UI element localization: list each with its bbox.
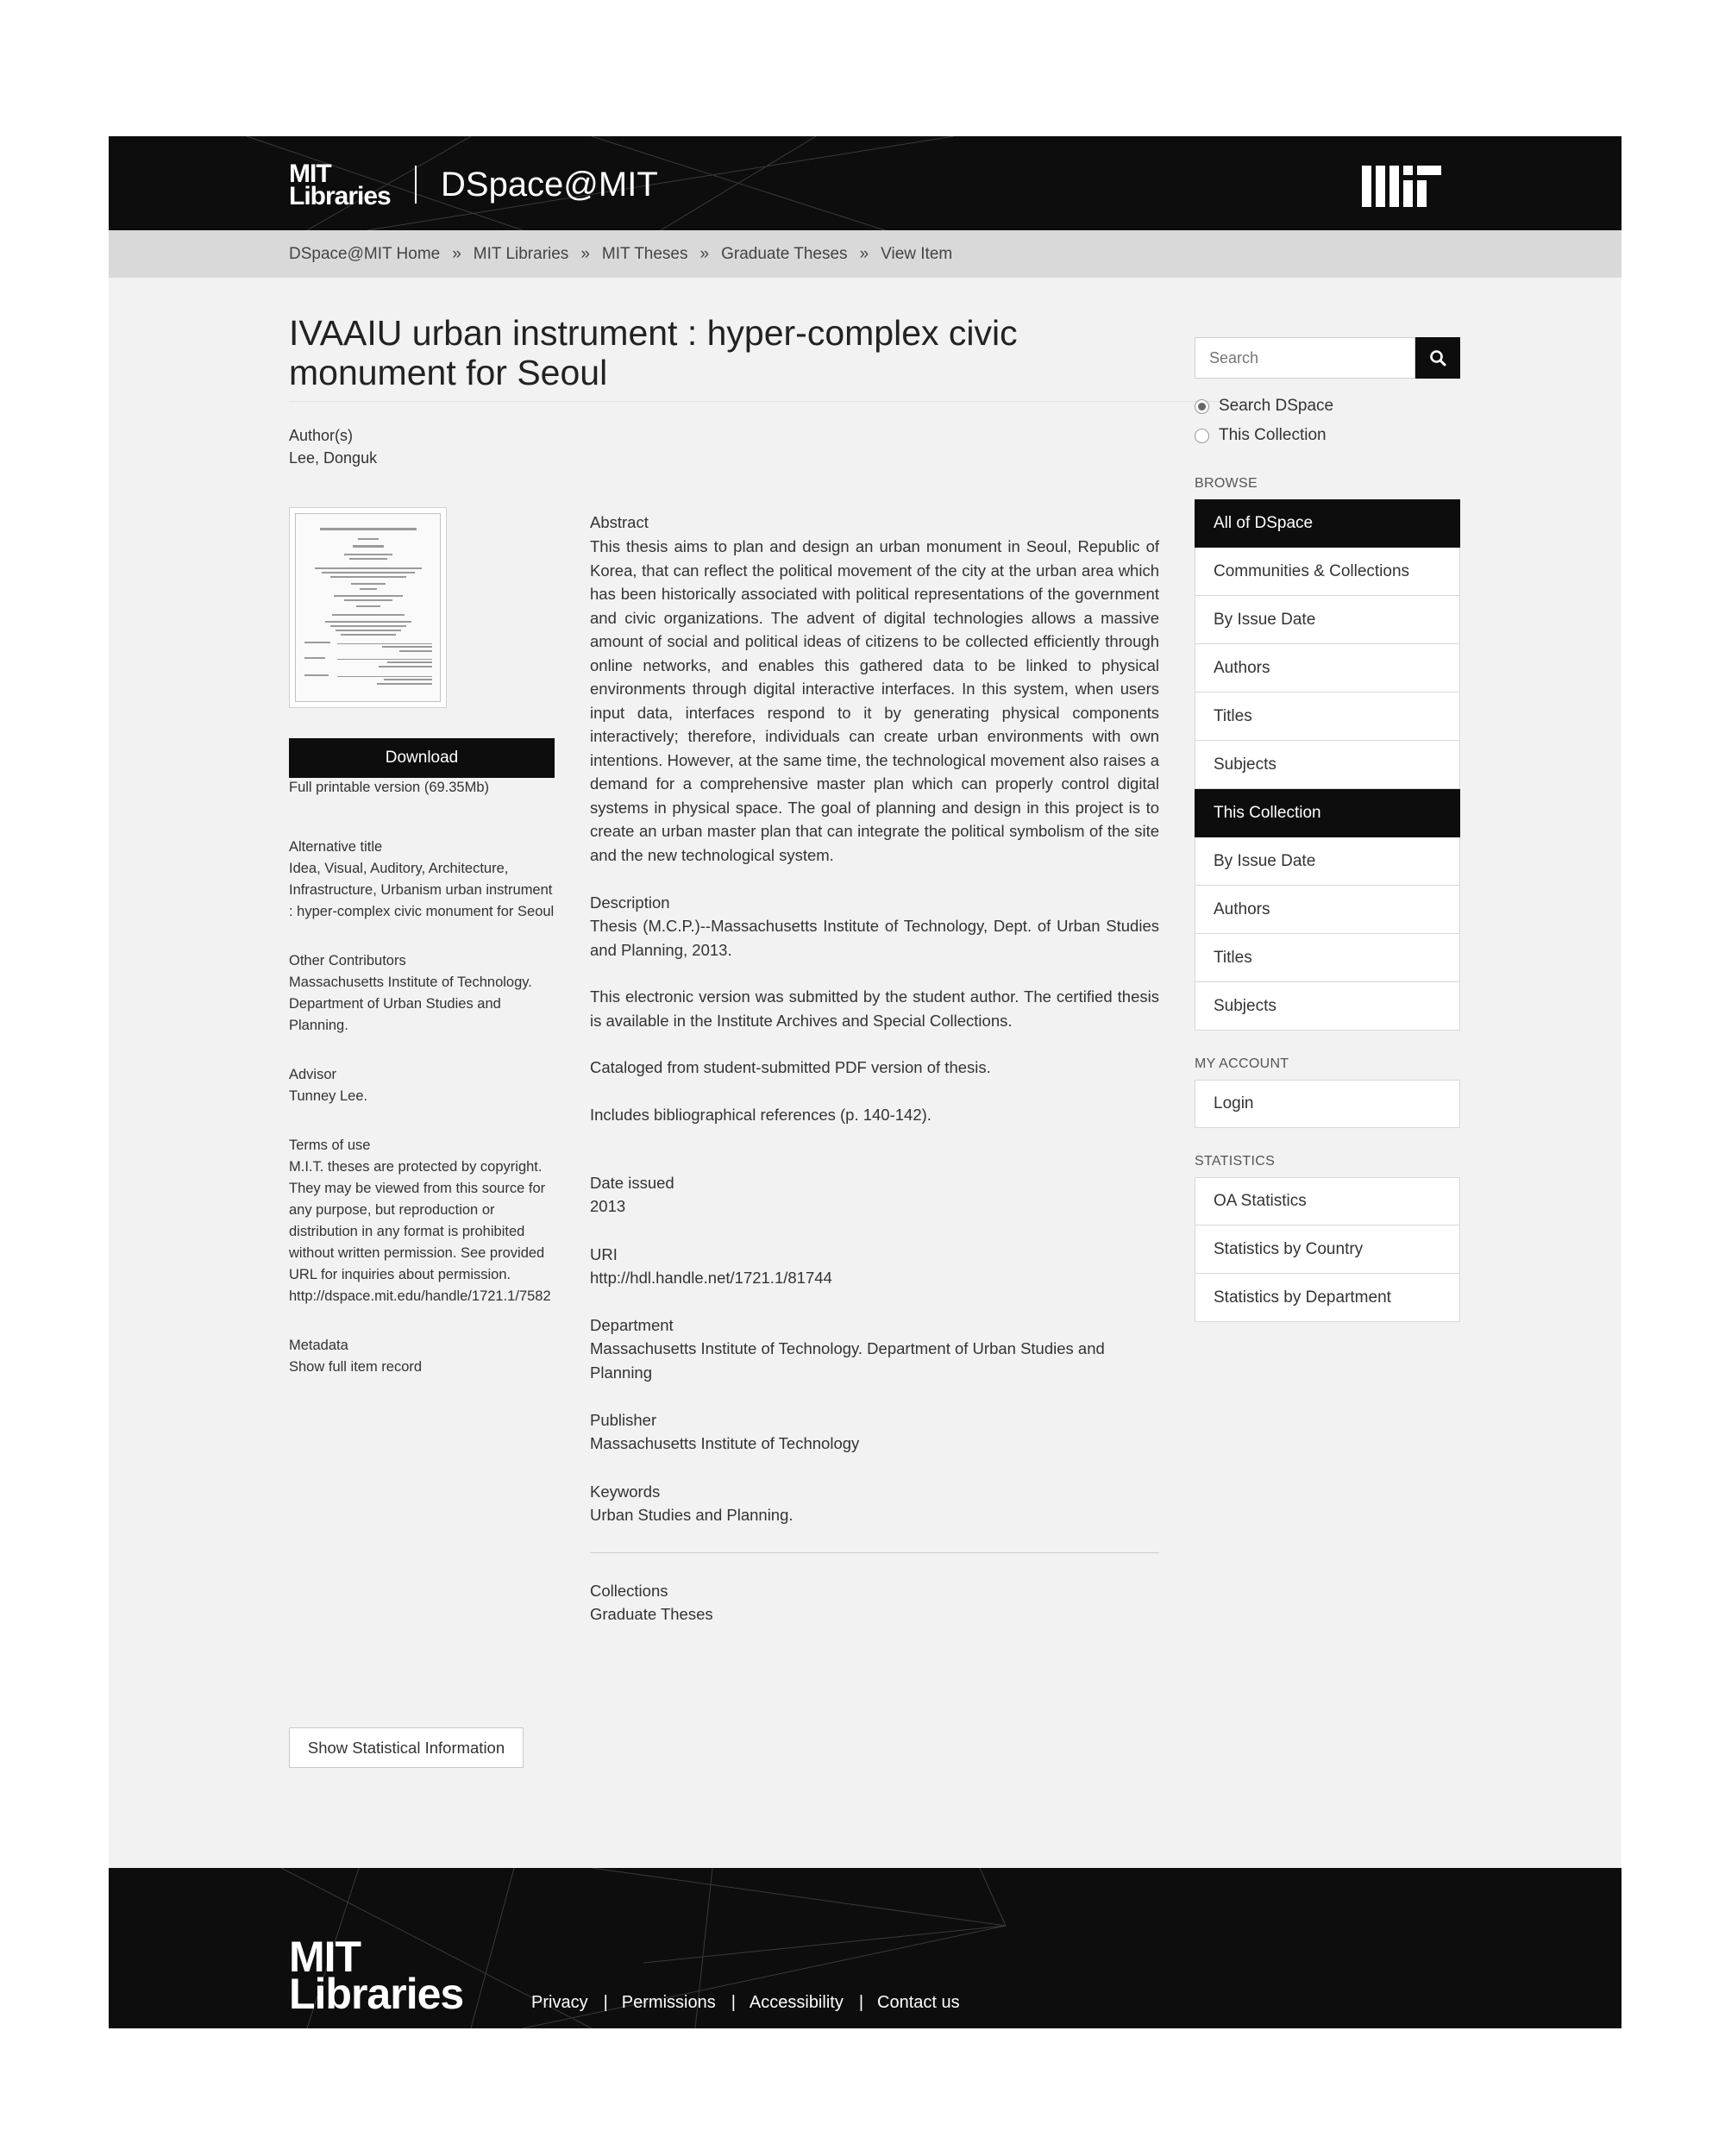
alt-title-value: Idea, Visual, Auditory, Architecture, Infrastructure, Urbanism urban instrument : hyper-complex civic monument for Seoul xyxy=(289,861,555,919)
footer-mit-libraries-logo[interactable] xyxy=(289,1933,464,2018)
collections-label: Collections xyxy=(590,1582,668,1600)
item-details xyxy=(590,511,1159,1626)
browse-list xyxy=(1195,499,1460,1031)
keywords-label: Keywords xyxy=(590,1482,661,1501)
contributors-block xyxy=(289,950,556,1037)
breadcrumb-separator: » xyxy=(452,244,461,263)
abstract-text: This thesis aims to plan and design an urban monument in Seoul, Republic of Korea, that can reflect the political movement of the city at the urban area which has been historically associated with political representations of the government and civic organizations. The advent of digital technologies allows a massive amount of social and political ideas of citizens to be collected efficiently through online networks, and enables this gathered data to be linked to physical environments through digital interactive interfaces. In this system, when users input data, interfaces respond to it by generating physical components interactively; therefore, individuals can create urban environments with own intentions. However, at the same time, the technological movement also raises a demand for a comprehensive master plan which can properly control digital systems in physical space. The goal of planning and design in this project is to create an urban master plan that can integrate the political symbolism of the site and the new technological system. xyxy=(590,537,1159,864)
browse-collection-authors[interactable]: Authors xyxy=(1195,886,1460,934)
oa-statistics-link[interactable]: OA Statistics xyxy=(1195,1177,1460,1225)
browse-heading: BROWSE xyxy=(1195,476,1258,491)
browse-all-titles[interactable]: Titles xyxy=(1195,693,1460,741)
thumbnail-page-preview xyxy=(296,514,442,703)
breadcrumb-home[interactable]: DSpace@MIT Home xyxy=(289,244,441,263)
footer-links xyxy=(531,1993,960,2013)
page-title: IVAAIU urban instrument : hyper-complex civic monument for Seoul xyxy=(289,313,1018,392)
logo-line-libraries: Libraries xyxy=(289,1970,464,2018)
search-bar xyxy=(1195,337,1460,379)
mit-libraries-logo[interactable] xyxy=(289,160,391,210)
statistics-heading: STATISTICS xyxy=(1195,1154,1276,1169)
browse-all-subjects[interactable]: Subjects xyxy=(1195,741,1460,789)
collections-divider xyxy=(590,1552,1159,1553)
publisher-label: Publisher xyxy=(590,1411,657,1429)
department-label: Department xyxy=(590,1316,674,1334)
scope-label: Search DSpace xyxy=(1219,397,1334,415)
thesis-thumbnail[interactable] xyxy=(289,507,447,708)
browse-all-by-issue-date[interactable]: By Issue Date xyxy=(1195,596,1460,644)
browse-all-heading: All of DSpace xyxy=(1195,499,1460,548)
account-list xyxy=(1195,1080,1460,1128)
radio-unselected[interactable] xyxy=(1195,429,1209,443)
search-scope xyxy=(1195,392,1460,450)
browse-collection-subjects[interactable]: Subjects xyxy=(1195,982,1460,1031)
logo-divider xyxy=(415,166,417,204)
advisor-label: Advisor xyxy=(289,1067,337,1082)
search-icon xyxy=(1429,349,1446,367)
contributors-label: Other Contributors xyxy=(289,953,406,968)
site-header xyxy=(109,136,1622,230)
browse-collection-heading: This Collection xyxy=(1195,789,1460,837)
site-name[interactable]: DSpace@MIT xyxy=(441,166,658,204)
metadata-block xyxy=(289,1335,556,1378)
logo-line-libraries: Libraries xyxy=(289,181,391,210)
scope-option-collection[interactable] xyxy=(1195,421,1460,450)
statistics-list xyxy=(1195,1177,1460,1322)
terms-url-link[interactable]: http://dspace.mit.edu/handle/1721.1/7582 xyxy=(289,1288,551,1304)
department-field xyxy=(590,1313,1159,1384)
show-statistics-button[interactable]: Show Statistical Information xyxy=(289,1727,524,1768)
description-section xyxy=(590,891,1159,1126)
browse-collection-titles[interactable]: Titles xyxy=(1195,934,1460,982)
breadcrumb-mit-libraries[interactable]: MIT Libraries xyxy=(473,244,569,263)
browse-communities-collections[interactable]: Communities & Collections xyxy=(1195,548,1460,596)
date-label: Date issued xyxy=(590,1174,674,1192)
page-frame xyxy=(109,136,1622,2028)
logo-line-mit: MIT xyxy=(289,160,331,188)
radio-selected[interactable] xyxy=(1195,399,1209,414)
authors-label: Author(s) xyxy=(289,427,354,444)
breadcrumb-graduate-theses[interactable]: Graduate Theses xyxy=(721,244,848,263)
footer-separator: | xyxy=(603,1993,608,2012)
abstract-section xyxy=(590,511,1159,867)
breadcrumb-separator: » xyxy=(580,244,590,263)
author-link[interactable]: Lee, Donguk xyxy=(289,449,378,467)
uri-label: URI xyxy=(590,1244,618,1263)
search-button[interactable] xyxy=(1415,337,1460,379)
account-heading: MY ACCOUNT xyxy=(1195,1056,1289,1071)
alt-title-block xyxy=(289,837,556,923)
sidebar xyxy=(1195,337,1460,1322)
mit-logo[interactable] xyxy=(1362,166,1441,207)
login-link[interactable]: Login xyxy=(1195,1080,1460,1128)
breadcrumb-current: View Item xyxy=(881,244,953,263)
search-input[interactable] xyxy=(1195,337,1415,379)
description-label: Description xyxy=(590,893,670,912)
breadcrumb-separator: » xyxy=(859,244,869,263)
scope-option-dspace[interactable] xyxy=(1195,392,1460,421)
title-divider xyxy=(289,401,1269,402)
abstract-label: Abstract xyxy=(590,513,649,531)
description-paragraph: Thesis (M.C.P.)--Massachusetts Institute of Technology, Dept. of Urban Studies and Planning, 2013. xyxy=(590,917,1159,959)
logo-line-mit: MIT xyxy=(289,1933,361,1981)
publisher-value: Massachusetts Institute of Technology xyxy=(590,1434,860,1452)
uri-link[interactable]: http://hdl.handle.net/1721.1/81744 xyxy=(590,1268,832,1287)
collection-link[interactable]: Graduate Theses xyxy=(590,1605,713,1623)
footer-separator: | xyxy=(858,1993,864,2012)
terms-block xyxy=(289,1135,556,1307)
breadcrumb-mit-theses[interactable]: MIT Theses xyxy=(601,244,688,263)
authors-block xyxy=(289,424,377,469)
item-fields xyxy=(590,1171,1159,1526)
download-button[interactable]: Download xyxy=(289,738,555,778)
description-paragraph: This electronic version was submitted by the student author. The certified thesis is available in the Institute Archives and Special Collections. xyxy=(590,987,1159,1030)
description-paragraph: Includes bibliographical references (p. 140-142). xyxy=(590,1105,932,1124)
advisor-value: Tunney Lee. xyxy=(289,1088,368,1104)
download-note: Full printable version (69.35Mb) xyxy=(289,780,490,795)
site-footer xyxy=(109,1868,1622,2028)
collections-field xyxy=(590,1579,1159,1626)
browse-all-authors[interactable]: Authors xyxy=(1195,644,1460,693)
footer-separator: | xyxy=(731,1993,736,2012)
left-metadata xyxy=(289,837,556,1406)
footer-link-permissions[interactable]: Permissions xyxy=(621,1993,716,2012)
date-field xyxy=(590,1171,1159,1219)
breadcrumb-separator: » xyxy=(699,244,710,263)
metadata-label: Metadata xyxy=(289,1338,348,1353)
alt-title-label: Alternative title xyxy=(289,839,383,855)
browse-collection-by-issue-date[interactable]: By Issue Date xyxy=(1195,837,1460,886)
full-record-link[interactable]: Show full item record xyxy=(289,1359,423,1375)
advisor-block xyxy=(289,1064,556,1107)
statistics-by-department-link[interactable]: Statistics by Department xyxy=(1195,1274,1460,1322)
contributors-value: Massachusetts Institute of Technology. Department of Urban Studies and Planning. xyxy=(289,975,532,1033)
publisher-field xyxy=(590,1408,1159,1456)
footer-link-accessibility[interactable]: Accessibility xyxy=(749,1993,844,2012)
footer-link-privacy[interactable]: Privacy xyxy=(531,1993,588,2012)
uri-field xyxy=(590,1243,1159,1290)
date-value: 2013 xyxy=(590,1197,626,1215)
scope-label: This Collection xyxy=(1219,426,1327,444)
statistics-by-country-link[interactable]: Statistics by Country xyxy=(1195,1225,1460,1274)
terms-label: Terms of use xyxy=(289,1138,371,1153)
footer-link-contact[interactable]: Contact us xyxy=(877,1993,960,2012)
department-value: Massachusetts Institute of Technology. Department of Urban Studies and Planning xyxy=(590,1339,1105,1382)
keywords-value: Urban Studies and Planning. xyxy=(590,1505,794,1524)
terms-value: M.I.T. theses are protected by copyright. They may be viewed from this source for any purpose, but reproduction or distribution in any format is prohibited without written permission. See provided URL for inquiries about permission. xyxy=(289,1159,546,1282)
keywords-field xyxy=(590,1480,1159,1527)
breadcrumb xyxy=(109,230,1622,278)
description-paragraph: Cataloged from student-submitted PDF version of thesis. xyxy=(590,1058,991,1076)
